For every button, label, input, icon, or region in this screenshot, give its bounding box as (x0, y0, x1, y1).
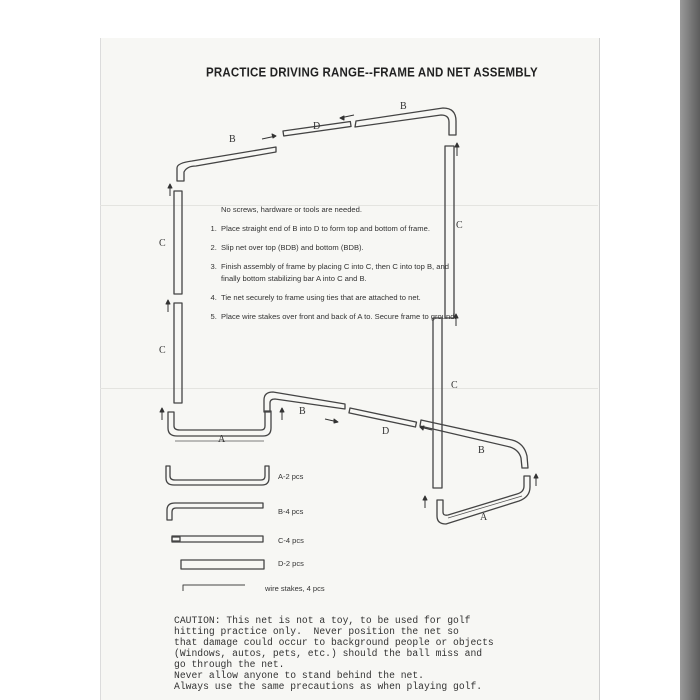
label-b: B (478, 445, 485, 456)
label-b: B (229, 134, 236, 145)
label-c: C (159, 238, 166, 249)
left-lower-c-piece (174, 303, 182, 403)
caution-line: Always use the same precautions as when playing golf. (174, 681, 483, 692)
wire-stake-drawing (183, 585, 245, 591)
caution-line: (Windows, autos, pets, etc.) should the ball miss and (174, 648, 483, 659)
c-part-drawing (172, 536, 263, 542)
caution-line: that damage could occur to background people or objects (174, 637, 494, 648)
b-part-drawing (167, 503, 263, 520)
left-upper-c-piece (174, 191, 182, 294)
label-d: D (313, 121, 321, 132)
instructions-intro: No screws, hardware or tools are needed. (221, 205, 362, 214)
caution-line: hitting practice only. Never position the net so (174, 626, 459, 637)
parts-label-c: C-4 pcs (278, 536, 304, 545)
parts-label-d: D-2 pcs (278, 559, 304, 568)
bottom-right-b-piece (420, 420, 528, 468)
instruction-steps (207, 223, 457, 323)
parts-label-a: A-2 pcs (278, 472, 304, 481)
label-d: D (382, 426, 390, 437)
assembly-instructions (207, 204, 457, 330)
left-a-piece (168, 411, 271, 436)
instruction-step: 1. Place straight end of B into D to form top and bottom of frame. (219, 223, 457, 235)
right-lower-c-piece (433, 318, 442, 488)
caution-notice (174, 615, 564, 692)
c-part-end (172, 537, 180, 541)
instruction-step: 4. Tie net securely to frame using ties that are attached to net. (219, 292, 457, 304)
d-part-drawing (181, 560, 264, 569)
bottom-d-piece (349, 408, 417, 427)
label-a: A (218, 434, 226, 445)
label-b: B (400, 101, 407, 112)
page-title: PRACTICE DRIVING RANGE--FRAME AND NET ASSEMBLY (206, 66, 538, 80)
top-left-b-piece (177, 147, 276, 181)
instruction-step: 5. Place wire stakes over front and back of A to. Secure frame to ground. (219, 311, 457, 323)
instruction-step: 3. Finish assembly of frame by placing C into C, then C into top B, and finally bottom stabilizing bar A into C and B. (219, 261, 457, 285)
caution-line: go through the net. (174, 659, 285, 670)
label-a: A (480, 512, 488, 523)
label-c: C (456, 220, 463, 231)
instruction-step: 2. Slip net over top (BDB) and bottom (BDB). (219, 242, 457, 254)
parts-label-b: B-4 pcs (278, 507, 304, 516)
caution-line: Never allow anyone to stand behind the net. (174, 670, 424, 681)
a-part-drawing (166, 466, 269, 485)
top-right-b-piece (355, 108, 456, 135)
parts-label-wire-stakes: wire stakes, 4 pcs (265, 584, 325, 593)
label-c: C (159, 345, 166, 356)
label-c: C (451, 380, 458, 391)
label-b: B (299, 406, 306, 417)
caution-line: CAUTION: This net is not a toy, to be used for golf (174, 615, 471, 626)
